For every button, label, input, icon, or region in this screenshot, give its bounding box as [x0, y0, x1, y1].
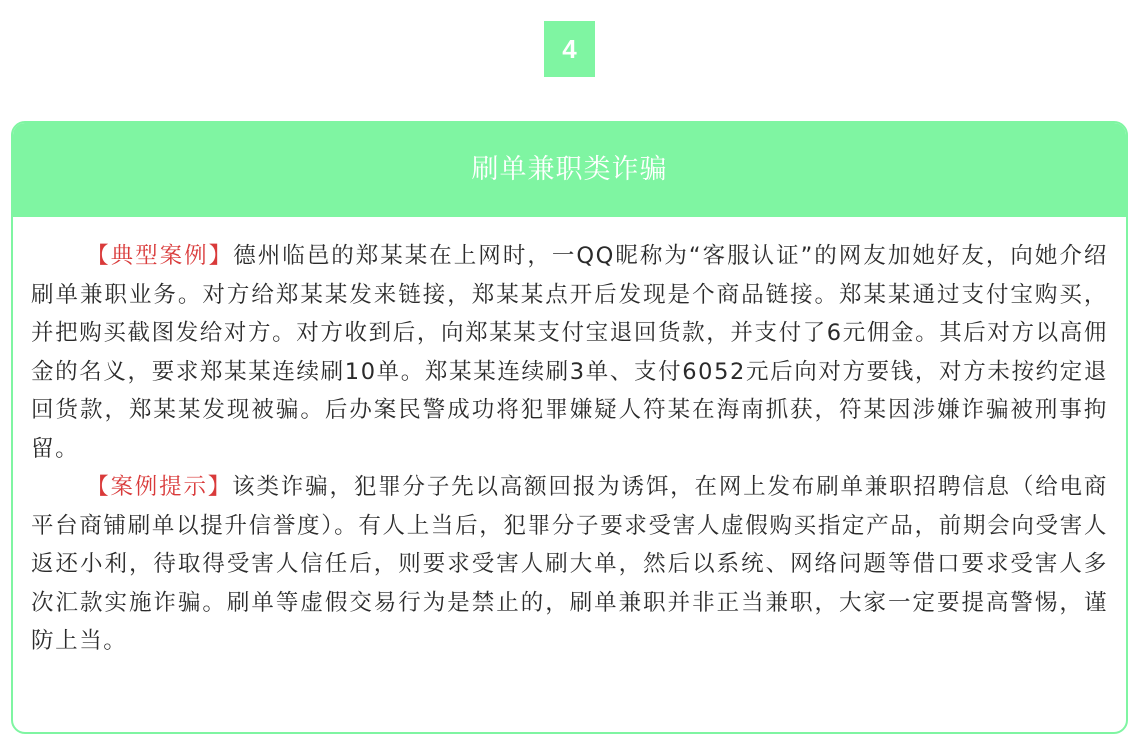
tip-tag: 【案例提示】: [86, 474, 233, 500]
tip-text: 该类诈骗，犯罪分子先以高额回报为诱饵，在网上发布刷单兼职招聘信息（给电商平台商铺刷单以提升信誉度）。有人上当后，犯罪分子要求受害人虚假购买指定产品，前期会向受害人返还小利，待取得受害人信任后，则要求受害人刷大单，然后以系统、网络问题等借口要求受害人多次汇款实施诈骗。刷单等虚假交易行为是禁止的，刷单兼职并非正当兼职，大家一定要提高警惕，谨防上当。: [31, 474, 1108, 654]
case-paragraph: [31, 237, 1108, 468]
card-title: 刷单兼职类诈骗: [13, 123, 1126, 217]
fraud-case-card: [11, 121, 1128, 734]
card-body: [13, 217, 1126, 661]
tip-paragraph: [31, 468, 1108, 661]
case-text: 德州临邑的郑某某在上网时，一QQ昵称为“客服认证”的网友加她好友，向她介绍刷单兼职业务。对方给郑某某发来链接，郑某某点开后发现是个商品链接。郑某某通过支付宝购买，并把购买截图发给对方。对方收到后，向郑某某支付宝退回货款，并支付了6元佣金。其后对方以高佣金的名义，要求郑某某连续刷10单。郑某某连续刷3单、支付6052元后向对方要钱，对方未按约定退回货款，郑某某发现被骗。后办案民警成功将犯罪嫌疑人符某在海南抓获，符某因涉嫌诈骗被刑事拘留。: [31, 243, 1109, 462]
case-tag: 【典型案例】: [86, 243, 234, 269]
section-number-badge: 4: [544, 21, 595, 77]
